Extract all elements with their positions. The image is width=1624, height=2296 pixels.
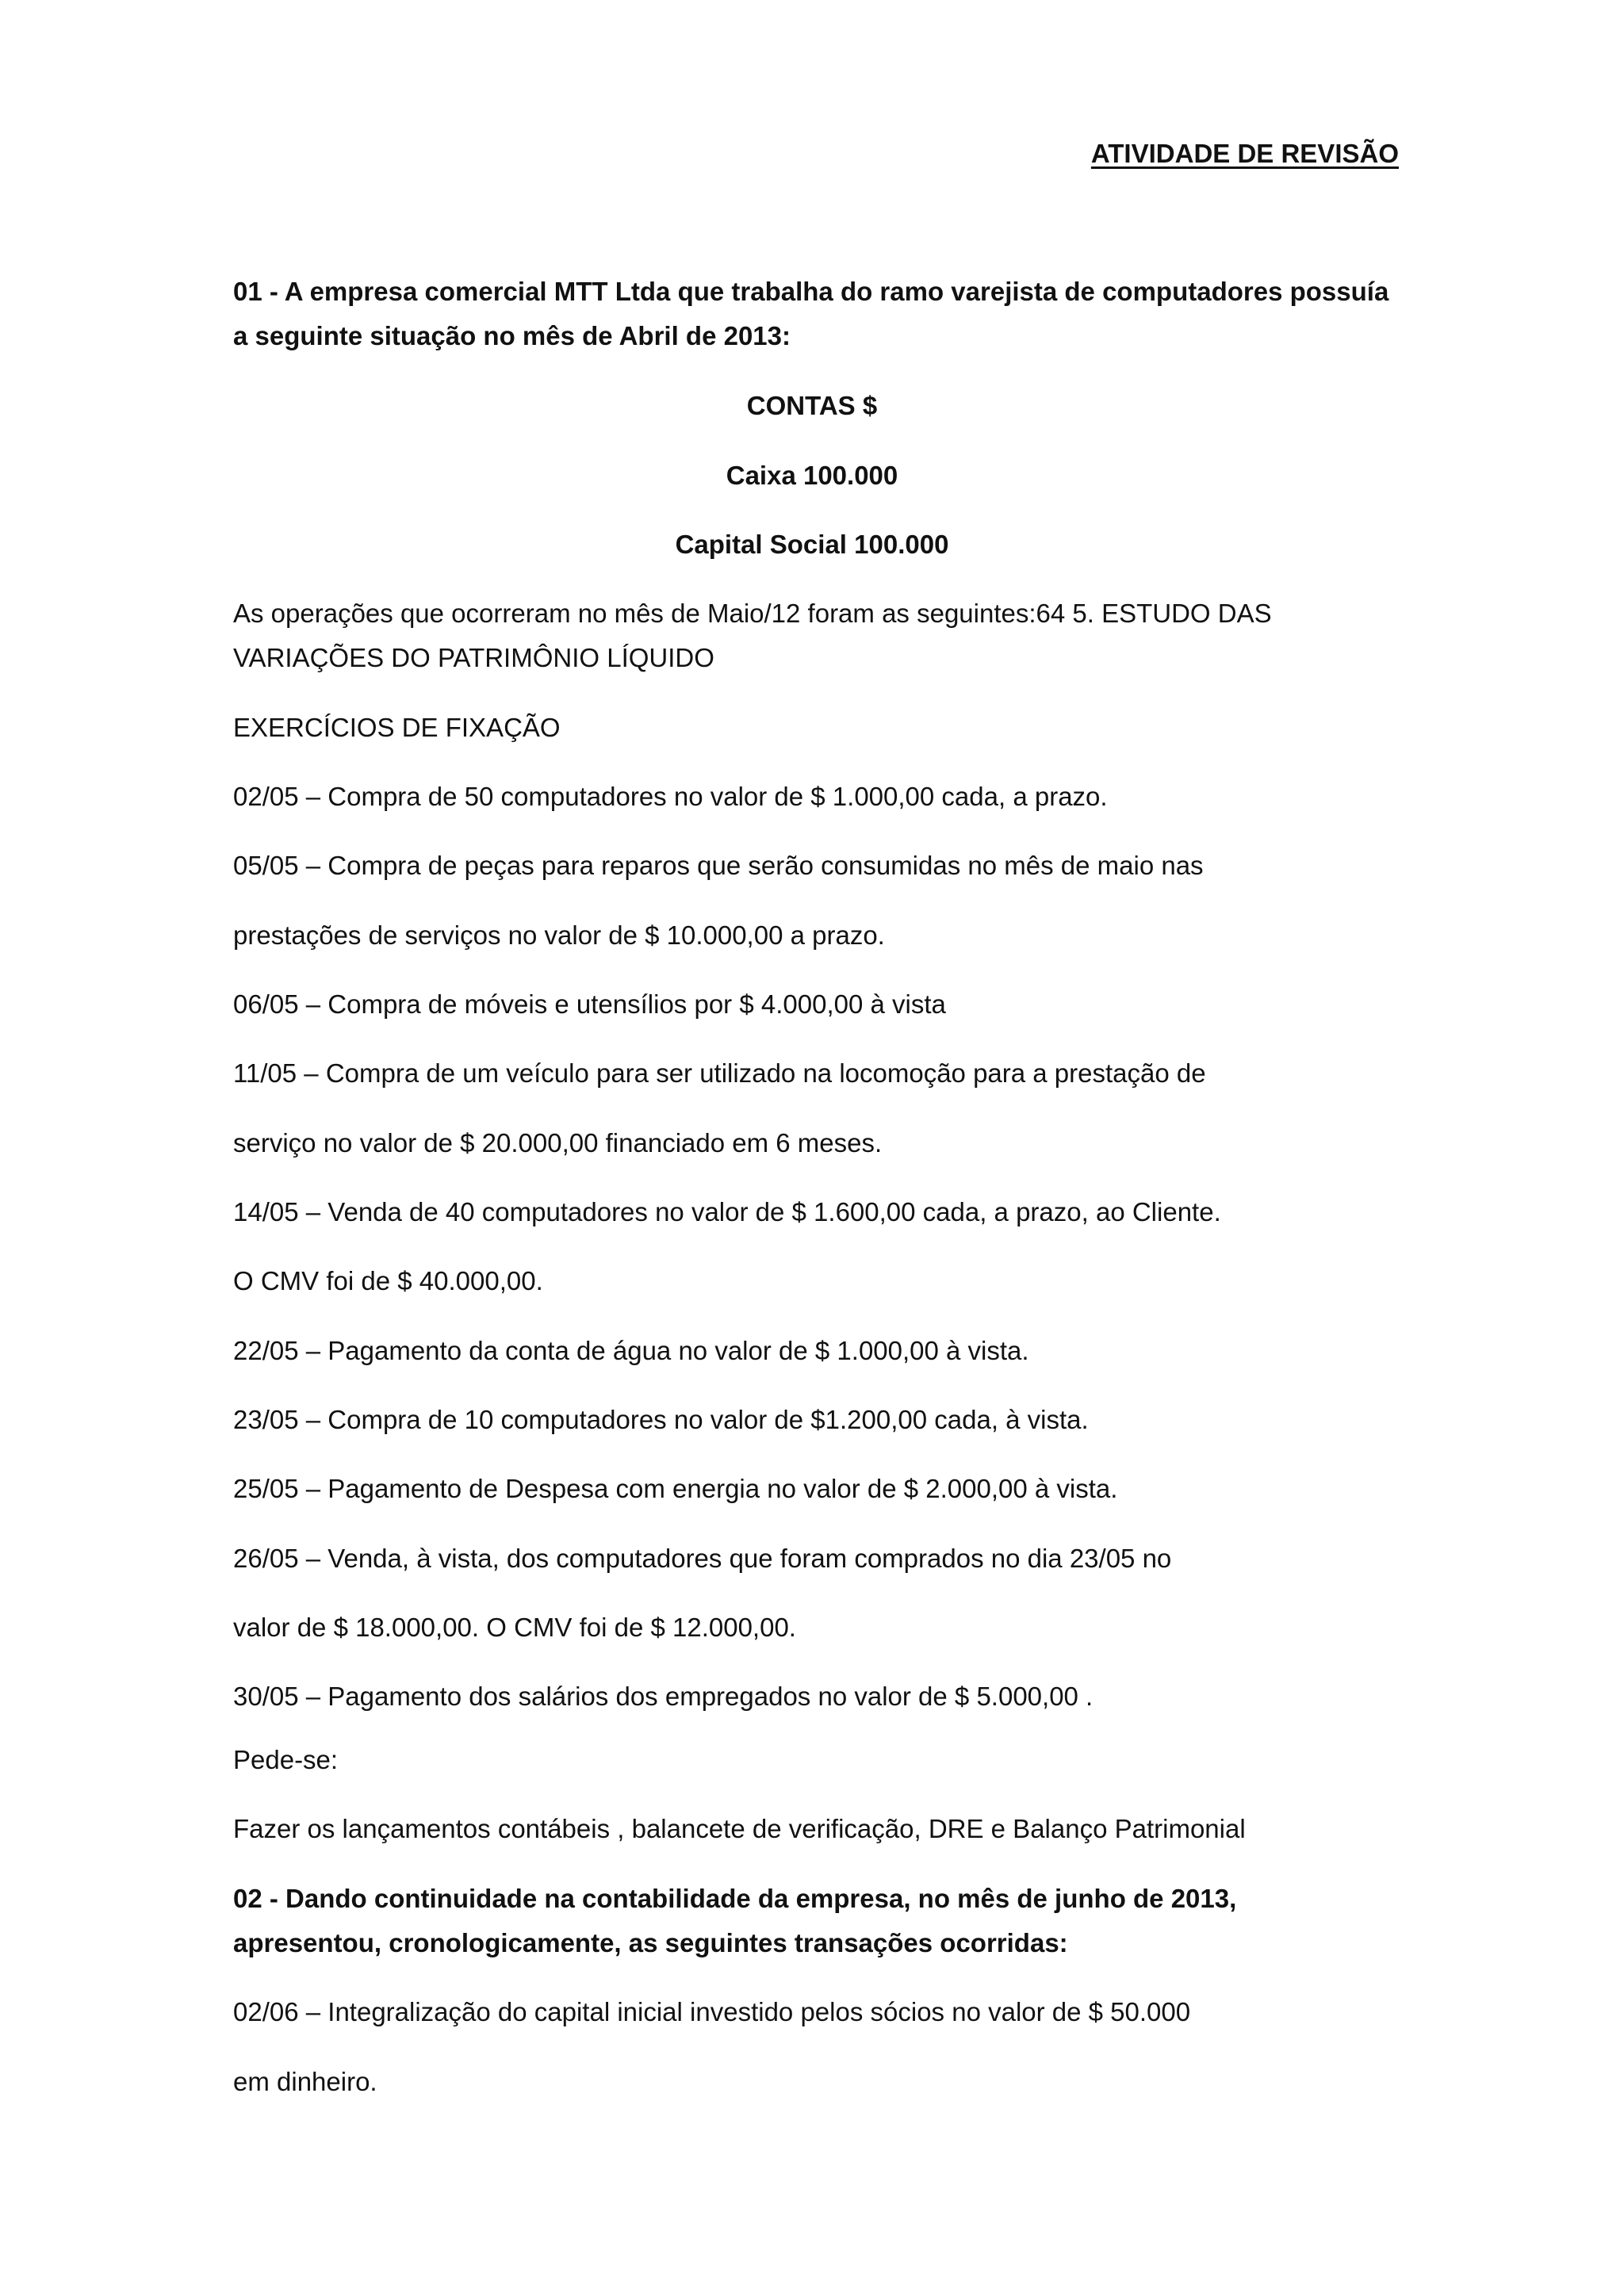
entry-line: 26/05 – Venda, à vista, dos computadores que foram comprados no dia 23/05 no bbox=[233, 1544, 1172, 1573]
entry-line: 30/05 – Pagamento dos salários dos empregados no valor de $ 5.000,00 . bbox=[233, 1682, 1094, 1711]
operations-line-1: As operações que ocorreram no mês de Maio/12 foram as seguintes:64 5. ESTUDO DAS bbox=[233, 599, 1272, 628]
q2-intro-line-1: 02 - Dando continuidade na contabilidade da empresa, no mês de junho de 2013, bbox=[233, 1884, 1237, 1913]
account-caixa: Caixa 100.000 bbox=[726, 461, 898, 490]
entry-line: 02/05 – Compra de 50 computadores no valor de $ 1.000,00 cada, a prazo. bbox=[233, 782, 1108, 811]
request-label: Pede-se: bbox=[233, 1745, 339, 1774]
entry-line: prestações de serviços no valor de $ 10.000,00 a prazo. bbox=[233, 920, 885, 950]
entry-line: 06/05 – Compra de móveis e utensílios por $ 4.000,00 à vista bbox=[233, 989, 946, 1019]
exercises-label: EXERCÍCIOS DE FIXAÇÃO bbox=[233, 713, 561, 742]
entry-line: serviço no valor de $ 20.000,00 financiado em 6 meses. bbox=[233, 1128, 883, 1158]
operations-line-2: VARIAÇÕES DO PATRIMÔNIO LÍQUIDO bbox=[233, 643, 714, 672]
account-capital-social: Capital Social 100.000 bbox=[675, 530, 949, 559]
entry-line: 11/05 – Compra de um veículo para ser utilizado na locomoção para a prestação de bbox=[233, 1058, 1206, 1088]
accounts-header: CONTAS $ bbox=[746, 391, 878, 420]
q2-entry-line-2: em dinheiro. bbox=[233, 2067, 377, 2096]
entry-line: 22/05 – Pagamento da conta de água no valor de $ 1.000,00 à vista. bbox=[233, 1336, 1029, 1365]
q1-intro-line-1: 01 - A empresa comercial MTT Ltda que trabalha do ramo varejista de computadores possuía bbox=[233, 277, 1389, 306]
request-text: Fazer os lançamentos contábeis , balancete de verificação, DRE e Balanço Patrimonial bbox=[233, 1814, 1246, 1843]
entry-line: 05/05 – Compra de peças para reparos que serão consumidas no mês de maio nas bbox=[233, 851, 1204, 880]
q2-intro-line-2: apresentou, cronologicamente, as seguintes transações ocorridas: bbox=[233, 1928, 1068, 1957]
q1-intro-line-2: a seguinte situação no mês de Abril de 2013: bbox=[233, 321, 791, 350]
entry-line: 25/05 – Pagamento de Despesa com energia no valor de $ 2.000,00 à vista. bbox=[233, 1474, 1118, 1503]
entry-line: 23/05 – Compra de 10 computadores no valor de $1.200,00 cada, à vista. bbox=[233, 1405, 1089, 1434]
document-title: ATIVIDADE DE REVISÃO bbox=[1090, 139, 1399, 168]
entry-line: O CMV foi de $ 40.000,00. bbox=[233, 1266, 543, 1295]
entry-line: valor de $ 18.000,00. O CMV foi de $ 12.000,00. bbox=[233, 1613, 796, 1642]
entry-line: 14/05 – Venda de 40 computadores no valor de $ 1.600,00 cada, a prazo, ao Cliente. bbox=[233, 1197, 1221, 1226]
q2-entry-line-1: 02/06 – Integralização do capital inicial investido pelos sócios no valor de $ 50.000 bbox=[233, 1997, 1191, 2026]
